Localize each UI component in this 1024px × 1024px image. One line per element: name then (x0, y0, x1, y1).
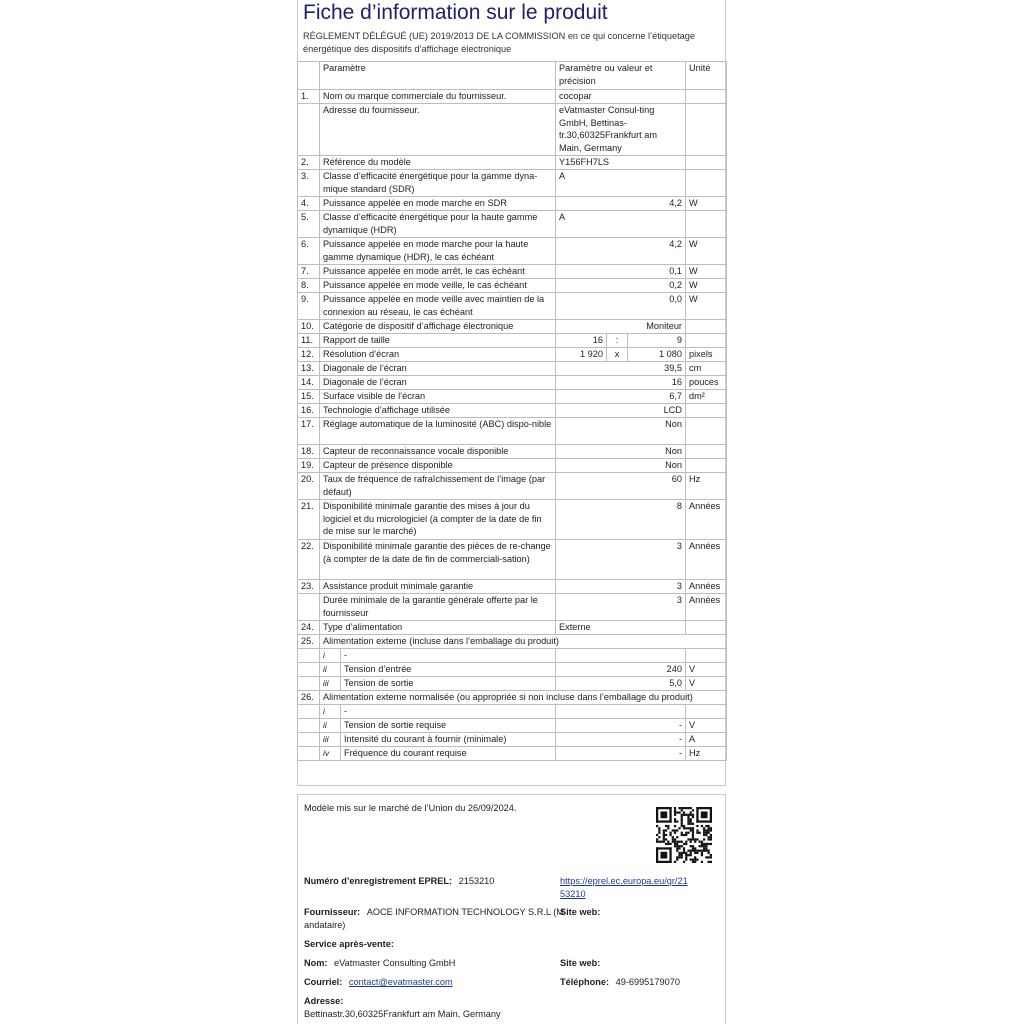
row-parameter: Disponibilité minimale garantie des mises à jour du logiciel et du micrologiciel (à compter de la date de fin de mise sur le marché) (320, 500, 556, 540)
blank-cell (298, 705, 320, 719)
row-value: Non (556, 445, 686, 459)
row-value: A (556, 170, 686, 197)
blank-cell (298, 677, 320, 691)
sub-parameter: - (341, 705, 556, 719)
row-unit: cm (686, 362, 727, 376)
sub-parameter: Tension de sortie (341, 677, 556, 691)
sub-index: i (320, 649, 341, 663)
row-unit (686, 445, 727, 459)
sub-row (298, 747, 727, 761)
row-parameter: Réglage automatique de la luminosité (ABC) dispo-nible (320, 418, 556, 445)
product-info-table-body (298, 62, 727, 761)
row-parameter: Classe d’efficacité énergétique pour la gamme dyna-mique standard (SDR) (320, 170, 556, 197)
row-value: 0,2 (556, 279, 686, 293)
table-row (298, 156, 727, 170)
row-value: Moniteur (556, 320, 686, 334)
row-number: 7. (298, 265, 320, 279)
row-value-sep: : (607, 334, 628, 348)
sub-value: - (556, 733, 686, 747)
row-unit: W (686, 265, 727, 279)
sub-parameter: Intensité du courant à fournir (minimale) (341, 733, 556, 747)
row-number: 14. (298, 376, 320, 390)
row-value: Non (556, 459, 686, 473)
eprel-url-line-2[interactable]: 53210 (560, 888, 586, 899)
row-value: 4,2 (556, 238, 686, 265)
sub-index: ii (320, 663, 341, 677)
row-number: 3. (298, 170, 320, 197)
sub-parameter: - (341, 649, 556, 663)
row-unit: Années (686, 580, 727, 594)
service-name-label: Nom: (304, 958, 328, 968)
row-parameter: Surface visible de l’écran (320, 390, 556, 404)
blank-cell (298, 649, 320, 663)
row-value: 3 (556, 540, 686, 580)
email-label: Courriel: (304, 977, 343, 987)
sub-index: iv (320, 747, 341, 761)
row-parameter: Rapport de taille (320, 334, 556, 348)
row-parameter: Référence du modèle (320, 156, 556, 170)
row-value-a: 1 920 (556, 348, 607, 362)
table-row (298, 293, 727, 320)
sub-index: i (320, 705, 341, 719)
row-unit: dm² (686, 390, 727, 404)
table-row (298, 621, 727, 635)
eprel-label: Numéro d’enregistrement EPREL: (304, 876, 453, 886)
email-line (304, 976, 453, 989)
row-parameter: Disponibilité minimale garantie des pièces de re-change (à compter de la date de fin de commerciali-sation) (320, 540, 556, 580)
row-value: 39,5 (556, 362, 686, 376)
table-row (298, 238, 727, 265)
section-row (298, 691, 727, 705)
row-number: 19. (298, 459, 320, 473)
section-title: Alimentation externe normalisée (ou appropriée si non incluse dans l’emballage du produit) (320, 691, 727, 705)
row-number: 5. (298, 211, 320, 238)
row-parameter: Taux de fréquence de rafraîchissement de l’image (par défaut) (320, 473, 556, 500)
sub-unit (686, 705, 727, 719)
sub-row (298, 649, 727, 663)
sub-unit: V (686, 677, 727, 691)
sub-index: iii (320, 677, 341, 691)
sub-index: iii (320, 733, 341, 747)
row-number: 9. (298, 293, 320, 320)
table-header-cell (298, 62, 320, 90)
table-row (298, 445, 727, 459)
supplier-label: Fournisseur: (304, 907, 361, 917)
row-unit (686, 621, 727, 635)
sub-value (556, 649, 686, 663)
row-value: 0,1 (556, 265, 686, 279)
row-number: 15. (298, 390, 320, 404)
row-parameter: Diagonale de l’écran (320, 376, 556, 390)
row-number: 24. (298, 621, 320, 635)
address-value: Bettinastr.30,60325Frankfurt am Main, Germany (304, 1008, 501, 1019)
eprel-url-line-1[interactable]: https://eprel.ec.europa.eu/qr/21 (560, 876, 688, 886)
column-header-unit: Unité (686, 62, 727, 90)
page-title: Fiche d’information sur le produit (303, 1, 608, 24)
row-number: 6. (298, 238, 320, 265)
row-number: 11. (298, 334, 320, 348)
row-parameter: Puissance appelée en mode marche pour la haute gamme dynamique (HDR), le cas échéant (320, 238, 556, 265)
row-parameter: Puissance appelée en mode marche en SDR (320, 197, 556, 211)
row-value: 0,0 (556, 293, 686, 320)
section-title: Alimentation externe (incluse dans l’emballage du produit) (320, 635, 727, 649)
row-value: 16 (556, 376, 686, 390)
regulation-subtitle: RÈGLEMENT DÉLÉGUÉ (UE) 2019/2013 DE LA COMMISSION en ce qui concerne l’étiquetage énergétique des dispositifs d’affichage électronique (303, 31, 696, 54)
row-number: 2. (298, 156, 320, 170)
row-unit (686, 156, 727, 170)
service-label: Service après-vente: (304, 939, 394, 949)
sub-unit: A (686, 733, 727, 747)
phone-label: Téléphone: (560, 977, 610, 987)
table-row (298, 540, 727, 580)
row-parameter: Catégorie de dispositif d’affichage électronique (320, 320, 556, 334)
table-row (298, 418, 727, 445)
row-number (298, 594, 320, 621)
row-parameter: Puissance appelée en mode arrêt, le cas échéant (320, 265, 556, 279)
row-unit: W (686, 279, 727, 293)
sub-value: 240 (556, 663, 686, 677)
row-value-a: 16 (556, 334, 607, 348)
row-parameter: Adresse du fournisseur. (320, 104, 556, 156)
table-row (298, 170, 727, 197)
blank-cell (298, 719, 320, 733)
footer-section (297, 794, 726, 1024)
row-value: eVatmaster Consul-ting GmbH, Bettinas-tr.30,60325Frankfurt am Main, Germany (556, 104, 686, 156)
sub-unit (686, 649, 727, 663)
row-parameter: Nom ou marque commerciale du fournisseur. (320, 90, 556, 104)
table-row (298, 334, 727, 348)
row-value: 3 (556, 594, 686, 621)
eprel-line (304, 875, 494, 888)
sub-value: - (556, 747, 686, 761)
row-number: 20. (298, 473, 320, 500)
row-unit (686, 170, 727, 197)
sub-row (298, 663, 727, 677)
sub-index: ii (320, 719, 341, 733)
supplier-line (304, 906, 564, 931)
row-value: cocopar (556, 90, 686, 104)
qr-code-icon[interactable] (656, 807, 712, 863)
row-parameter: Puissance appelée en mode veille avec maintien de la connexion au réseau, le cas échéant (320, 293, 556, 320)
row-unit: Années (686, 540, 727, 580)
row-value: Y156FH7LS (556, 156, 686, 170)
sub-row (298, 719, 727, 733)
row-value: Non (556, 418, 686, 445)
sub-row (298, 677, 727, 691)
row-number: 16. (298, 404, 320, 418)
row-unit: W (686, 238, 727, 265)
supplier-value-2: andataire) (304, 919, 346, 930)
table-row (298, 580, 727, 594)
row-unit (686, 459, 727, 473)
table-row (298, 376, 727, 390)
row-number: 1. (298, 90, 320, 104)
service-name-line (304, 957, 455, 970)
sub-value: - (556, 719, 686, 733)
row-number: 26. (298, 691, 320, 705)
row-parameter: Résolution d’écran (320, 348, 556, 362)
row-unit: Années (686, 594, 727, 621)
email-link[interactable]: contact@evatmaster.com (348, 977, 453, 987)
row-parameter: Diagonale de l’écran (320, 362, 556, 376)
row-unit (686, 334, 727, 348)
row-parameter: Capteur de reconnaissance vocale disponible (320, 445, 556, 459)
column-header-parameter: Paramètre (320, 62, 556, 90)
table-row (298, 459, 727, 473)
service-name-value: eVatmaster Consulting GmbH (334, 958, 456, 968)
sub-unit: Hz (686, 747, 727, 761)
row-unit: W (686, 293, 727, 320)
blank-cell (298, 733, 320, 747)
sub-parameter: Tension d’entrée (341, 663, 556, 677)
row-value: 3 (556, 580, 686, 594)
row-parameter: Puissance appelée en mode veille, le cas échéant (320, 279, 556, 293)
row-number: 23. (298, 580, 320, 594)
phone-value: 49-6995179070 (615, 977, 680, 987)
row-value: Externe (556, 621, 686, 635)
row-parameter: Technologie d’affichage utilisée (320, 404, 556, 418)
table-row (298, 348, 727, 362)
row-unit (686, 320, 727, 334)
row-parameter: Capteur de présence disponible (320, 459, 556, 473)
column-header-value: Paramètre ou valeur et précision (556, 62, 686, 90)
table-row (298, 211, 727, 238)
table-row (298, 594, 727, 621)
row-number: 22. (298, 540, 320, 580)
table-row (298, 362, 727, 376)
address-label: Adresse: (304, 996, 344, 1006)
website-label: Site web: (560, 907, 601, 917)
row-number: 8. (298, 279, 320, 293)
row-number: 17. (298, 418, 320, 445)
row-number (298, 104, 320, 156)
row-value: 6,7 (556, 390, 686, 404)
row-value: 4,2 (556, 197, 686, 211)
table-row (298, 279, 727, 293)
table-row (298, 390, 727, 404)
row-number: 12. (298, 348, 320, 362)
row-unit: Hz (686, 473, 727, 500)
table-row (298, 265, 727, 279)
row-unit (686, 404, 727, 418)
row-number: 18. (298, 445, 320, 459)
row-number: 25. (298, 635, 320, 649)
row-unit (686, 90, 727, 104)
row-value-b: 9 (628, 334, 686, 348)
sub-value (556, 705, 686, 719)
row-number: 13. (298, 362, 320, 376)
table-row (298, 500, 727, 540)
sub-value: 5,0 (556, 677, 686, 691)
market-date-note: Modèle mis sur le marché de l’Union du 26/09/2024. (304, 803, 517, 813)
row-parameter: Durée minimale de la garantie générale offerte par le fournisseur (320, 594, 556, 621)
row-number: 21. (298, 500, 320, 540)
sub-unit: V (686, 719, 727, 733)
row-unit (686, 104, 727, 156)
row-unit (686, 211, 727, 238)
row-value: 8 (556, 500, 686, 540)
blank-cell (298, 747, 320, 761)
phone-line (560, 976, 680, 989)
row-value-sep: x (607, 348, 628, 362)
table-row (298, 90, 727, 104)
row-unit (686, 418, 727, 445)
blank-cell (298, 663, 320, 677)
sub-parameter: Fréquence du courant requise (341, 747, 556, 761)
row-parameter: Type d’alimentation (320, 621, 556, 635)
table-row (298, 320, 727, 334)
eprel-link[interactable] (560, 875, 688, 900)
row-number: 10. (298, 320, 320, 334)
table-header-row (298, 62, 727, 90)
supplier-value-1: AOCE INFORMATION TECHNOLOGY S.R.L (M (366, 907, 564, 917)
sub-parameter: Tension de sortie requise (341, 719, 556, 733)
table-row (298, 104, 727, 156)
row-unit: pouces (686, 376, 727, 390)
row-value: 60 (556, 473, 686, 500)
row-unit: pixels (686, 348, 727, 362)
row-value: A (556, 211, 686, 238)
eprel-number: 2153210 (458, 876, 495, 886)
row-unit: Années (686, 500, 727, 540)
address-block (304, 995, 501, 1020)
row-unit: W (686, 197, 727, 211)
row-value-b: 1 080 (628, 348, 686, 362)
row-parameter: Assistance produit minimale garantie (320, 580, 556, 594)
section-row (298, 635, 727, 649)
product-info-table (297, 61, 727, 761)
service-website-label: Site web: (560, 958, 601, 968)
row-value: LCD (556, 404, 686, 418)
table-row (298, 404, 727, 418)
table-row (298, 197, 727, 211)
row-number: 4. (298, 197, 320, 211)
sub-row (298, 705, 727, 719)
table-row (298, 473, 727, 500)
sub-unit: V (686, 663, 727, 677)
row-parameter: Classe d’efficacité énergétique pour la haute gamme dynamique (HDR) (320, 211, 556, 238)
sub-row (298, 733, 727, 747)
